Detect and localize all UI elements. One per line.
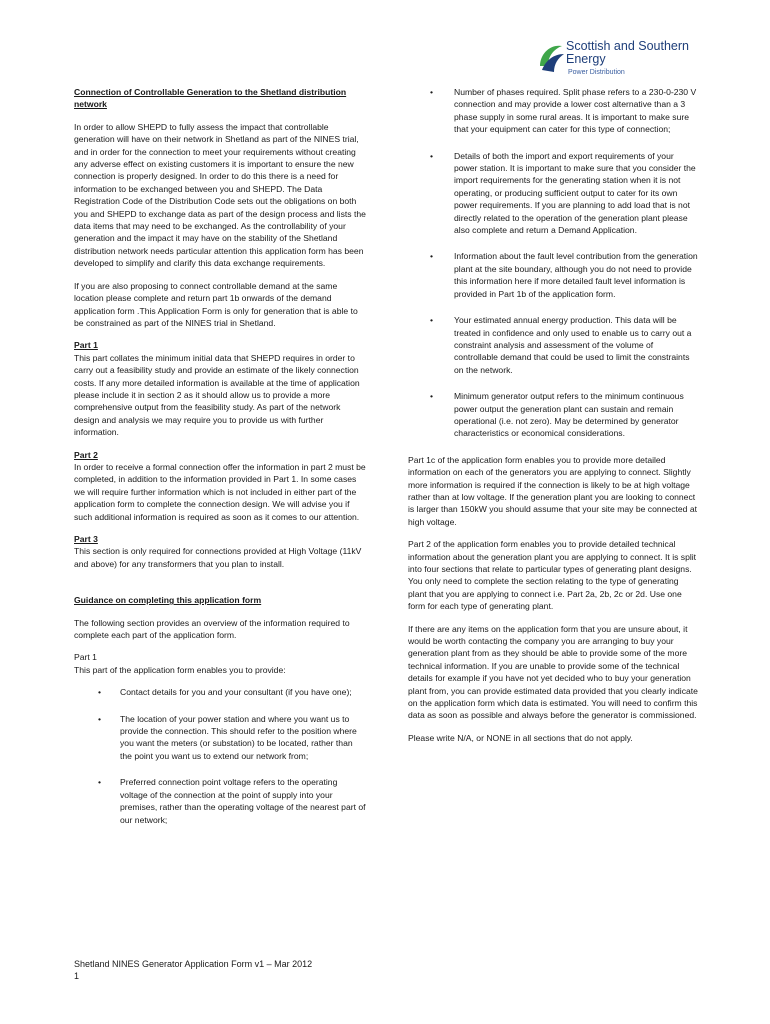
guidance-text: The following section provides an overview of the information required to complete each part of the application form. — [74, 617, 350, 641]
part2-text: In order to receive a formal connection offer the information in part 2 must be completed, in addition to the information provided in Part 1. In some cases we will require further information which is not included in either part of the application form to complete the connection design. We will advise you if such additional information is required as soon as it comes to our attention. — [74, 461, 366, 522]
part2-heading: Part 2 — [74, 449, 98, 460]
part1-heading: Part 1 — [74, 340, 98, 351]
part1b-text: This part of the application form enables you to provide: — [74, 664, 286, 675]
list-item: • The location of your power station and where you want us to provide the connection. This should refer to the position where you want the meters (or substation) to be located, rather than the point you want us to extend our network from; — [74, 713, 366, 763]
intro-paragraph-1: In order to allow SHEPD to fully assess the impact that controllable generation will have on their network in Shetland as part of the NINES trial, and in order for the connection to meet your requirements without creating any adverse effect on existing customers it is important to ensure the new connection is properly designed. In order to do this there is a need for information to be exchanged between you and SHEPD. The Data Registration Code of the Distribution Code sets out the obligations on both you and SHEPD to exchange data as part of the design process and lists the data items that may need to be exchanged. As the controllability of your generation and the impact it may have on the stability of the Shetland distribution network needs particular attention this application form has been developed to simplify and clarify this data exchange requirements. — [74, 121, 366, 269]
page-number: 1 — [74, 971, 80, 981]
part3-text: This section is only required for connections provided at High Voltage (11kV and above) for any transformers that you plan to install. — [74, 546, 362, 569]
na-instruction: Please write N/A, or NONE in all sections that do not apply. — [408, 732, 633, 743]
document-title: Connection of Controllable Generation to the Shetland distribution network — [74, 87, 347, 110]
list-item: • Preferred connection point voltage refers to the operating voltage of the connection at the point of supply into your premises, rather than the operating voltage of the nearest part of our network; — [74, 776, 366, 826]
footer-title: Shetland NINES Generator Application Form v1 – Mar 2012 — [74, 959, 313, 969]
logo-text — [566, 40, 689, 66]
sse-swoosh-icon — [536, 40, 566, 74]
list-item: • Minimum generator output refers to the minimum continuous power output the generation plant can sustain and remain operational (i.e. not zero). May be determined by generator characteristics or economical considerations. — [408, 390, 698, 440]
list-item: • Contact details for you and your consultant (if you have one); — [74, 686, 366, 698]
list-item: • Number of phases required. Split phase refers to a 230-0-230 V connection and may provide a lower cost alternative than a 3 phase supply in some rural areas. It is important to make sure that your equipment can cater for this type of connection; — [408, 86, 698, 136]
right-bullet-list — [408, 86, 698, 440]
company-logo — [536, 38, 716, 78]
part3-heading: Part 3 — [74, 534, 98, 544]
part1b-heading: Part 1 — [74, 652, 97, 663]
page-footer — [74, 958, 312, 982]
list-item: • Your estimated annual energy production. This data will be treated in confidence and only used to enable us to carry out a constraint analysis and assessment of the volume of controllable demand that could be used to limit the constraints on the network. — [408, 314, 698, 376]
left-column — [74, 86, 366, 840]
logo-line-1: Scottish and Southern — [566, 39, 689, 53]
logo-subtitle: Power Distribution — [568, 69, 625, 76]
list-item: • Information about the fault level contribution from the generation plant at the site boundary, although you do not need to provide this information here if more detailed fault level information is provided in Part 1b of the application form. — [408, 250, 698, 300]
intro-paragraph-2: If you are also proposing to connect controllable demand at the same location please complete and return part 1b onwards of the demand application form .This Application Form is only for generation that is able to be constrained as part of the NINES trial in Shetland. — [74, 280, 358, 328]
guidance-heading: Guidance on completing this application form — [74, 595, 262, 606]
part1-text: This part collates the minimum initial data that SHEPD requires in order to carry out a feasibility study and provide an estimate of the likely connection costs. If any more detailed information is available at the time of application please include it in section 2 as it should allow us to provide a more comprehensive output from the feasibility study. As part of the network design and analysis we may require you to provide us with further information. — [74, 352, 360, 438]
right-column — [408, 86, 698, 744]
unsure-paragraph: If there are any items on the application form that you are unsure about, it would be worth contacting the company you are arranging to buy your generation plant from as they should be able to provide some of the more technical information. If you are unable to provide some of the technical details for example if you have not yet decided who to buy your generation plant from, you can provide estimated data provided that you clearly indicate on the application form which data is estimated. You will need to confirm this data as soon as possible and always before the generator is commissioned. — [408, 623, 698, 721]
logo-line-2: Energy — [566, 52, 606, 66]
left-bullet-list — [74, 686, 366, 826]
part2-detail-paragraph: Part 2 of the application form enables you to provide detailed technical information about the generation plant you are applying to connect. It is split into four sections that relate to particular types of generating plant designs. You only need to complete the section relating to the type of generating plant that you are applying to connect i.e. Part 2a, 2b, 2c or 2d. Use one form for each type of generating plant. — [408, 539, 697, 612]
part1c-paragraph: Part 1c of the application form enables you to provide more detailed information on each of the generators you are applying to connect. Slightly more information is required if the connection is likely to be at high voltage rather than at low voltage. If the generation plant you are looking to connect is larger than 150kW you should assume that your site may be connected at high voltage. — [408, 454, 698, 527]
list-item: • Details of both the import and export requirements of your power station. It is important to make sure that you consider the import requirements for the generating station when it is not operating, or producing sufficient output to cater for its own power requirements. If you are planning to add load that is not directly related to the operation of the generation plant please also complete and return a Demand Application. — [408, 150, 698, 237]
